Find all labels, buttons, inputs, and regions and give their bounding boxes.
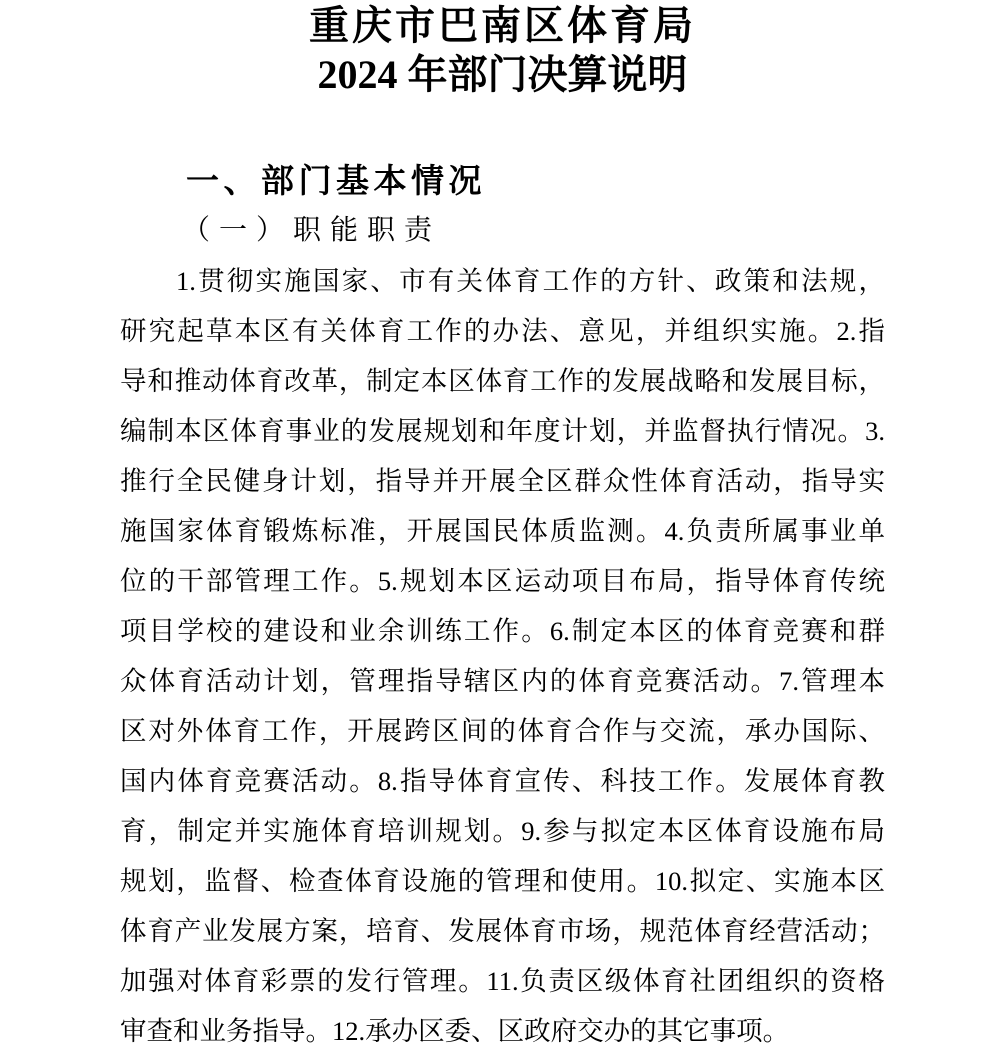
body-line: 育，制定并实施体育培训规划。9.参与拟定本区体育设施布局 [120,816,885,846]
body-line: 1.贯彻实施国家、市有关体育工作的方针、政策和法规， [176,266,885,296]
body-line: 位的干部管理工作。5.规划本区运动项目布局，指导体育传统 [120,566,885,596]
document-title-line1: 重庆市巴南区体育局 [309,3,696,48]
body-line: 研究起草本区有关体育工作的办法、意见，并组织实施。2.指 [120,316,885,346]
body-paragraph [120,256,885,1056]
document-title-line2: 2024 年部门决算说明 [317,52,688,97]
section-heading: 一、部门基本情况 [186,162,486,199]
body-line: 区对外体育工作，开展跨区间的体育合作与交流，承办国际、 [120,716,885,746]
body-line: 审查和业务指导。12.承办区委、区政府交办的其它事项。 [120,1016,790,1046]
body-line: 加强对体育彩票的发行管理。11.负责区级体育社团组织的资格 [120,966,885,996]
body-line: 众体育活动计划，管理指导辖区内的体育竞赛活动。7.管理本 [120,666,885,696]
body-line: 推行全民健身计划，指导并开展全区群众性体育活动，指导实 [120,466,885,496]
body-line: 施国家体育锻炼标准，开展国民体质监测。4.负责所属事业单 [120,516,885,546]
body-line: 国内体育竞赛活动。8.指导体育宣传、科技工作。发展体育教 [120,766,885,796]
body-line: 体育产业发展方案，培育、发展体育市场，规范体育经营活动； [120,916,885,946]
body-line: 导和推动体育改革，制定本区体育工作的发展战略和发展目标， [120,366,885,396]
body-line: 项目学校的建设和业余训练工作。6.制定本区的体育竞赛和群 [120,616,885,646]
body-line: 编制本区体育事业的发展规划和年度计划，并监督执行情况。3. [120,416,885,446]
subsection-heading: （一）职能职责 [182,215,442,246]
body-line: 规划，监督、检查体育设施的管理和使用。10.拟定、实施本区 [120,866,885,896]
document-title [120,0,885,99]
